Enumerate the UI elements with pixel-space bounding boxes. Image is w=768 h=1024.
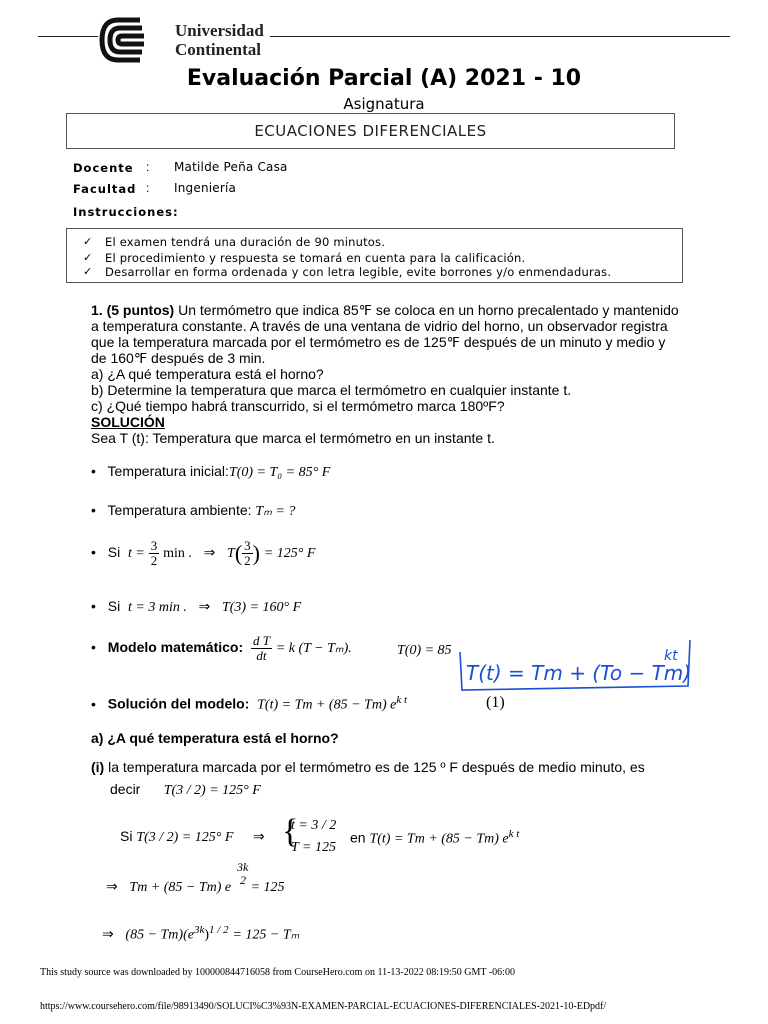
- si2-result: T(3) = 160° F: [221, 600, 302, 615]
- decir-line: [110, 781, 261, 799]
- implies-arrow: ⇒: [106, 880, 118, 895]
- problem-line: que la temperatura marcada por el termómetro es de 125℉ después de un minuto y medio y: [91, 334, 666, 350]
- solution-intro: Sea T (t): Temperatura que marca el termómetro en un instante t.: [91, 430, 495, 446]
- bullet-ambient-temp: [91, 502, 295, 520]
- step2-exp: 3k: [193, 924, 205, 936]
- frac-den: 2: [244, 553, 251, 568]
- implies-arrow: ⇒: [203, 546, 216, 562]
- source-url[interactable]: https://www.coursehero.com/file/98913490/SOLUCI%C3%93N-EXAMEN-PARCIAL-ECUACIONES-DIFERENCIALES-2021-10-EDpdf/: [40, 1001, 607, 1012]
- si-label: Si: [107, 598, 121, 614]
- fraction-3-2-b: [242, 539, 253, 568]
- docente-colon: :: [146, 160, 150, 174]
- docente-value: Matilde Peña Casa: [174, 160, 288, 174]
- facultad-value: Ingeniería: [174, 181, 237, 195]
- docente-label: Docente: [73, 161, 134, 175]
- bullet-si-2: [91, 598, 301, 616]
- instruction-item: [83, 235, 386, 249]
- check-icon: ✓: [83, 265, 93, 278]
- si-label: Si: [120, 828, 133, 844]
- instruction-item: [83, 265, 612, 279]
- step2-rhs: = 125 − Tₘ: [232, 927, 300, 943]
- si2-math: t = 3 min .: [128, 600, 187, 615]
- derivative-fraction: [251, 634, 272, 663]
- frac-num: d T: [252, 633, 270, 648]
- university-logo: [98, 16, 160, 64]
- step2-math: (85 − Tm)(e: [125, 927, 194, 943]
- initial-temp-math: T(0) = T₀ = 85° F: [228, 465, 331, 480]
- problem-number: 1. (5 puntos): [91, 302, 175, 318]
- implies-arrow: ⇒: [198, 600, 211, 615]
- system-brace: {: [282, 813, 299, 850]
- si1-result: = 125° F: [263, 546, 316, 562]
- instructions-label: Instrucciones:: [73, 205, 179, 219]
- si1-t: t =: [128, 546, 145, 562]
- en-label: en: [350, 829, 366, 846]
- solution-model-exp: k t: [396, 694, 408, 706]
- step1-rhs: = 125: [250, 880, 285, 895]
- step1-math: Tm + (85 − Tm) e: [129, 880, 232, 895]
- step1-exp-num: 3k: [237, 860, 249, 874]
- subject-label: Asignatura: [343, 95, 425, 113]
- en-substitution: [350, 828, 519, 848]
- si1-T: T: [227, 546, 235, 562]
- equation-number: (1): [486, 694, 505, 711]
- header-rule-right: [270, 36, 730, 37]
- step1-exp-den: 2: [240, 873, 246, 887]
- question-a: a) ¿A qué temperatura está el horno?: [91, 366, 324, 382]
- part-a-i: [91, 759, 645, 775]
- si-math: T(3 / 2) = 125° F: [136, 830, 234, 845]
- problem-statement: [91, 302, 691, 446]
- si1-min: min .: [163, 546, 192, 562]
- step2-close: ): [204, 927, 210, 943]
- si-label: Si: [107, 544, 121, 561]
- instruction-text: Desarrollar en forma ordenada y con letra legible, evite borrones y/o enmendaduras.: [105, 265, 612, 279]
- university-name: [175, 21, 264, 59]
- problem-text-first: Un termómetro que indica 85℉ se coloca en un horno precalentado y mantenido: [174, 302, 679, 318]
- ambient-temp-math: Tₘ = ?: [255, 504, 296, 519]
- implies-arrow: ⇒: [102, 927, 114, 943]
- problem-line: a temperatura constante. A través de una ventana de vidrio del horno, un observador registra: [91, 318, 668, 334]
- page-title: Evaluación Parcial (A) 2021 - 10: [186, 66, 582, 91]
- handwritten-exponent: kt: [664, 648, 678, 664]
- check-icon: ✓: [83, 251, 93, 264]
- ambient-temp-label: Temperatura ambiente:: [107, 502, 252, 518]
- frac-den: 2: [150, 553, 158, 568]
- model-label: Modelo matemático:: [107, 639, 244, 656]
- facultad-label: Facultad: [73, 182, 137, 196]
- si-substitution: [120, 828, 265, 846]
- decir-label: decir: [110, 781, 141, 797]
- download-notice: This study source was downloaded by 100000844716058 from CourseHero.com on 11-13-2022 08:19:50 GMT -06:00: [40, 967, 515, 978]
- problem-line: de 160℉ después de 3 min.: [91, 350, 266, 366]
- system-line1: t = 3 / 2: [291, 818, 337, 833]
- solution-model-label: Solución del modelo:: [107, 695, 250, 712]
- handwritten-formula: T(t) = Tm + (To − Tm) e: [466, 661, 694, 685]
- implies-arrow: ⇒: [252, 830, 265, 845]
- decir-math: T(3 / 2) = 125° F: [163, 783, 261, 798]
- model-initial-condition: T(0) = 85: [397, 643, 452, 658]
- part-a-i-text: la temperatura marcada por el termómetro es de 125 º F después de medio minuto, es: [104, 759, 645, 775]
- university-line2: Continental: [175, 40, 261, 59]
- instructions-box: [66, 228, 683, 283]
- step1: [106, 878, 285, 896]
- facultad-colon: :: [146, 181, 150, 195]
- handwritten-annotation: [456, 632, 694, 692]
- frac-num: 3: [244, 538, 251, 553]
- en-math: T(t) = Tm + (85 − Tm) e: [369, 831, 509, 847]
- bullet-initial-temp: [91, 463, 330, 481]
- frac-den: dt: [256, 648, 267, 663]
- solution-heading: SOLUCIÓN: [91, 414, 165, 430]
- step2-pow: 1 / 2: [209, 924, 229, 936]
- solution-model-math: T(t) = Tm + (85 − Tm) e: [257, 697, 397, 713]
- university-line1: Universidad: [175, 21, 264, 40]
- frac-num: 3: [150, 538, 158, 553]
- instruction-text: El examen tendrá una duración de 90 minutos.: [105, 235, 386, 249]
- bullet-solution-model: [91, 694, 407, 714]
- instruction-text: El procedimiento y respuesta se tomará en cuenta para la calificación.: [105, 251, 526, 265]
- bullet-model: [91, 634, 352, 663]
- subject-box: ECUACIONES DIFERENCIALES: [66, 113, 675, 149]
- header-rule-left: [38, 36, 100, 37]
- part-a-i-label: (i): [91, 759, 105, 775]
- step2: [102, 924, 299, 944]
- question-c: c) ¿Qué tiempo habrá transcurrido, si el termómetro marca 180ºF?: [91, 398, 505, 414]
- question-b: b) Determine la temperatura que marca el termómetro en cualquier instante t.: [91, 382, 572, 398]
- model-rhs: = k (T − Tₘ).: [275, 641, 352, 657]
- en-exp: k t: [508, 828, 520, 840]
- fraction-3-2: [149, 539, 160, 568]
- part-a-heading: a) ¿A qué temperatura está el horno?: [91, 730, 339, 746]
- initial-temp-label: Temperatura inicial:: [107, 463, 229, 479]
- instruction-item: [83, 251, 526, 265]
- system-line2: T = 125: [291, 840, 336, 855]
- check-icon: ✓: [83, 235, 93, 248]
- bullet-si-1: • Si t = $\frac{3}{2}$ min . ⇒ T( $\frac{3}{2}$ ) = 125° F: [91, 539, 315, 568]
